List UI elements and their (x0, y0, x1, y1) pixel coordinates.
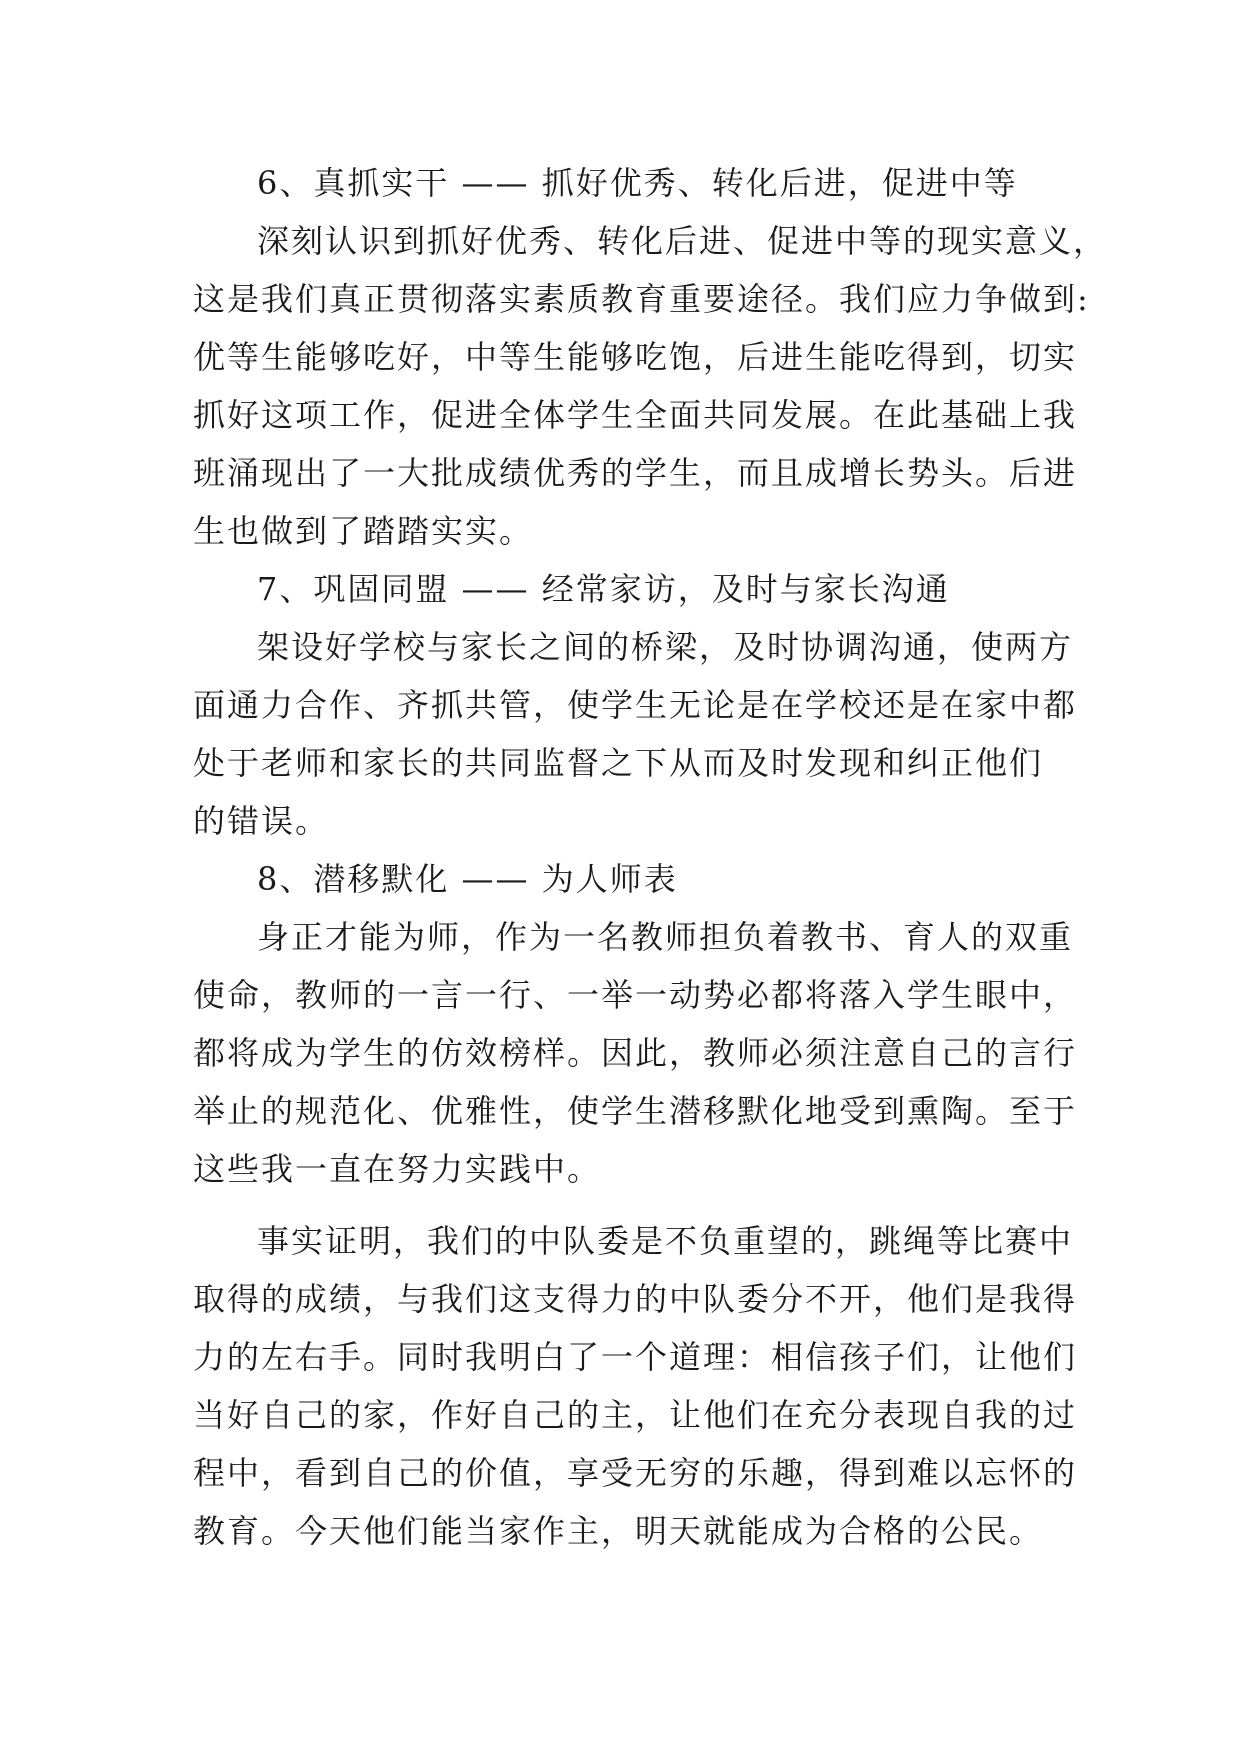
paragraph-line: 的错误。 (193, 802, 330, 840)
paragraph-line: 处于老师和家长的共同监督之下从而及时发现和纠正他们 (193, 744, 1044, 782)
paragraph-line: 抓好这项工作，促进全体学生全面共同发展。在此基础上我 (193, 396, 1078, 434)
paragraph-line: 举止的规范化、优雅性，使学生潜移默化地受到熏陶。至于 (193, 1092, 1078, 1130)
paragraph-line: 取得的成绩，与我们这支得力的中队委分不开，他们是我得 (193, 1280, 1078, 1318)
paragraph-line: 事实证明，我们的中队委是不负重望的，跳绳等比赛中 (257, 1222, 1074, 1260)
paragraph-line: 使命，教师的一言一行、一举一动势必都将落入学生眼中， (193, 976, 1078, 1014)
section-heading: 7、巩固同盟 —— 经常家访，及时与家长沟通 (257, 570, 950, 608)
paragraph-line: 这些我一直在努力实践中。 (193, 1150, 602, 1188)
paragraph-line: 都将成为学生的仿效榜样。因此，教师必须注意自己的言行 (193, 1034, 1078, 1072)
paragraph-spacer (193, 1198, 1053, 1212)
paragraph-line: 生也做到了踏踏实实。 (193, 512, 534, 550)
paragraph-line: 教育。今天他们能当家作主，明天就能成为合格的公民。 (193, 1512, 1044, 1550)
paragraph-line: 班涌现出了一大批成绩优秀的学生，而且成增长势头。后进 (193, 454, 1078, 492)
section-heading: 8、潜移默化 —— 为人师表 (257, 860, 678, 898)
paragraph-line: 身正才能为师，作为一名教师担负着教书、育人的双重 (257, 918, 1074, 956)
paragraph-line: 优等生能够吃好，中等生能够吃饱，后进生能吃得到，切实 (193, 338, 1078, 376)
paragraph-line: 这是我们真正贯彻落实素质教育重要途径。我们应力争做到: (193, 280, 1090, 318)
paragraph-line: 架设好学校与家长之间的桥梁，及时协调沟通，使两方 (257, 628, 1074, 666)
paragraph-line: 当好自己的家，作好自己的主，让他们在充分表现自我的过 (193, 1396, 1078, 1434)
section-heading: 6、真抓实干 —— 抓好优秀、转化后进，促进中等 (257, 164, 1018, 202)
paragraph-line: 面通力合作、齐抓共管，使学生无论是在学校还是在家中都 (193, 686, 1078, 724)
document-body (193, 154, 1108, 1560)
paragraph-line: 深刻认识到抓好优秀、转化后进、促进中等的现实意义， (257, 222, 1108, 260)
paragraph-line: 程中，看到自己的价值，享受无穷的乐趣，得到难以忘怀的 (193, 1454, 1078, 1492)
paragraph-line: 力的左右手。同时我明白了一个道理：相信孩子们，让他们 (193, 1338, 1078, 1376)
